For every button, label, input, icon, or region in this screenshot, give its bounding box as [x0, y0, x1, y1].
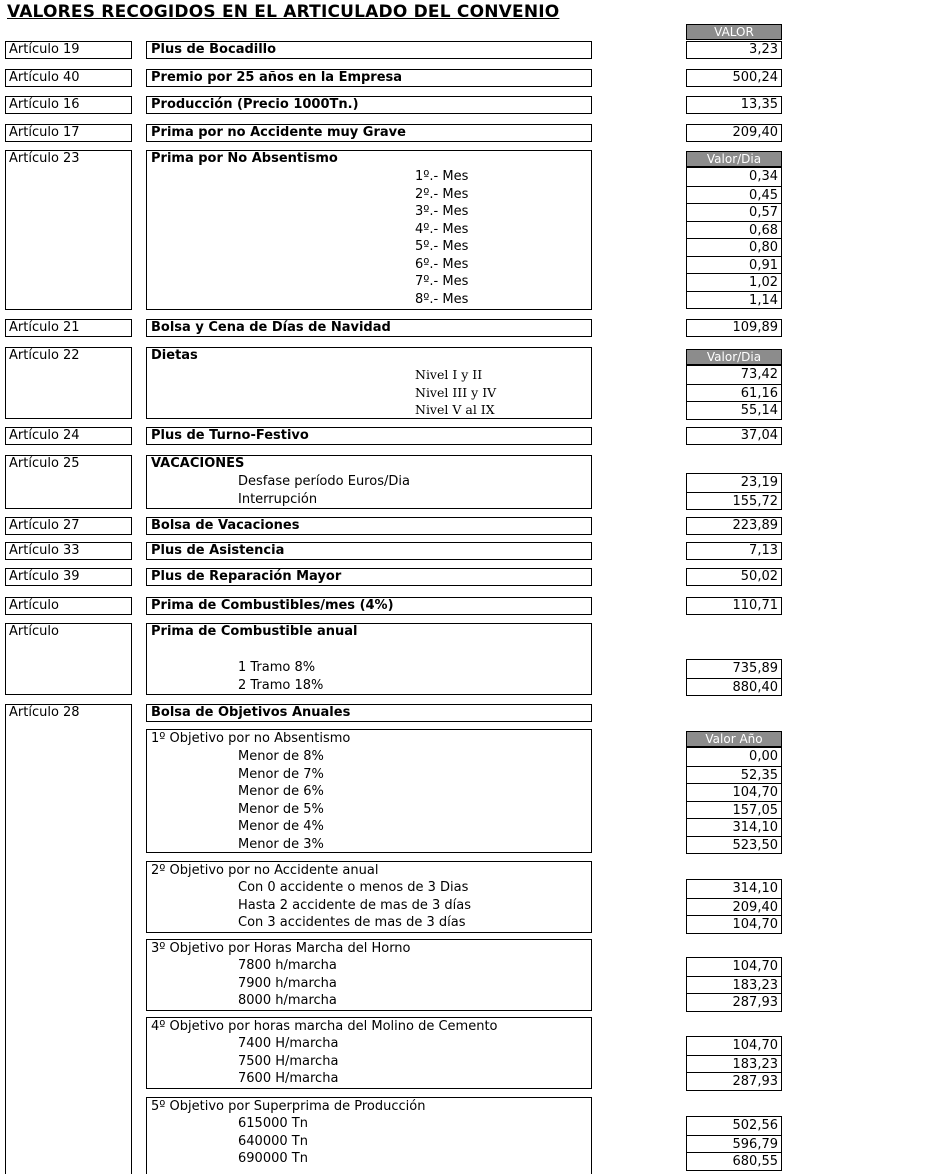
objective-label: 1º Objetivo por no Absentismo	[151, 731, 351, 746]
value-cell: 109,89	[686, 319, 782, 337]
concept-label	[146, 427, 592, 445]
value-stack	[686, 879, 782, 934]
article-label: Artículo 24	[5, 427, 132, 445]
item-label: 4º.- Mes	[415, 221, 469, 237]
concept-block	[146, 347, 592, 419]
item-label: Hasta 2 accidente de mas de 3 días	[238, 897, 472, 913]
concept-label	[146, 597, 592, 615]
concept-text: Prima por No Absentismo	[151, 151, 338, 166]
value-cell: 287,93	[687, 1072, 781, 1090]
item-label: 5º.- Mes	[415, 239, 469, 254]
article-label: Artículo 16	[5, 96, 132, 114]
value-cell: 55,14	[687, 401, 781, 419]
value-stack	[686, 167, 782, 309]
article-label: Artículo 33	[5, 542, 132, 560]
concept-label	[146, 124, 592, 142]
objective-block	[146, 1097, 592, 1174]
concept-label	[146, 704, 592, 722]
item-label: Desfase período Euros/Dia	[238, 474, 410, 489]
value-cell: 155,72	[687, 492, 781, 510]
concept-label	[146, 568, 592, 586]
concept-text: Plus de Reparación Mayor	[151, 569, 342, 584]
item-label: 2º.- Mes	[415, 186, 469, 202]
value-cell: 500,24	[686, 69, 782, 87]
concept-label	[146, 319, 592, 337]
article-label: Artículo 25	[5, 455, 132, 509]
objective-label: 3º Objetivo por Horas Marcha del Horno	[151, 941, 411, 956]
value-cell: 37,04	[686, 427, 782, 445]
item-label: Menor de 7%	[238, 766, 324, 782]
value-column-header: Valor/Dia	[686, 151, 782, 167]
value-cell: 880,40	[687, 678, 781, 696]
concept-block	[146, 150, 592, 310]
item-label: 1º.- Mes	[415, 169, 469, 184]
concept-text: Prima de Combustibles/mes (4%)	[151, 598, 394, 613]
item-label: 640000 Tn	[238, 1133, 308, 1149]
article-label: Artículo 17	[5, 124, 132, 142]
value-cell: 104,70	[732, 959, 778, 974]
item-label: Nivel III y IV	[415, 384, 497, 400]
article-label: Artículo 40	[5, 69, 132, 87]
objective-label: 5º Objetivo por Superprima de Producción	[151, 1099, 426, 1114]
item-label: 7900 h/marcha	[238, 975, 337, 991]
item-label: 2 Tramo 18%	[238, 677, 324, 693]
objective-block	[146, 1017, 592, 1089]
article-label: Artículo	[5, 623, 132, 695]
item-label: 615000 Tn	[238, 1116, 308, 1131]
value-cell: 223,89	[686, 517, 782, 535]
value-cell: 0,80	[687, 238, 781, 256]
value-cell: 61,16	[687, 384, 781, 402]
value-cell: 0,57	[687, 203, 781, 221]
concept-text: Plus de Bocadillo	[151, 42, 277, 57]
value-column-header: Valor Año	[686, 731, 782, 747]
item-label: Menor de 5%	[238, 801, 324, 817]
value-cell: 110,71	[686, 597, 782, 615]
item-label: Con 0 accidente o menos de 3 Dias	[238, 880, 469, 895]
item-label: 1 Tramo 8%	[238, 660, 316, 675]
item-label: 3º.- Mes	[415, 204, 469, 219]
value-cell: 104,70	[687, 783, 781, 801]
concept-text: Plus de Asistencia	[151, 543, 285, 558]
article-label: Artículo 23	[5, 150, 132, 310]
value-cell: 314,10	[732, 881, 778, 896]
value-cell: 183,23	[687, 976, 781, 994]
page-title: VALORES RECOGIDOS EN EL ARTICULADO DEL CONVENIO	[7, 2, 560, 22]
objective-label: 2º Objetivo por no Accidente anual	[151, 863, 379, 878]
concept-label	[146, 517, 592, 535]
item-label: Menor de 4%	[238, 819, 324, 834]
value-cell: 1,14	[687, 291, 781, 309]
concept-text: Bolsa y Cena de Días de Navidad	[151, 320, 391, 335]
value-cell: 183,23	[687, 1055, 781, 1073]
objective-block	[146, 939, 592, 1011]
item-label: 8000 h/marcha	[238, 993, 337, 1008]
article-label: Artículo	[5, 597, 132, 615]
value-cell: 523,50	[687, 836, 781, 854]
value-stack	[686, 1116, 782, 1171]
item-label: Interrupción	[238, 491, 318, 507]
article-label: Artículo 21	[5, 319, 132, 337]
value-cell: 7,13	[686, 542, 782, 560]
value-stack	[686, 473, 782, 510]
concept-label	[146, 96, 592, 114]
value-cell: 1,02	[687, 273, 781, 291]
value-cell: 596,79	[687, 1135, 781, 1153]
item-label: Con 3 accidentes de mas de 3 días	[238, 915, 466, 930]
value-cell: 3,23	[686, 41, 782, 59]
objective-label: 4º Objetivo por horas marcha del Molino de Cemento	[151, 1019, 498, 1034]
value-cell: 0,45	[687, 186, 781, 204]
concept-text: Plus de Turno-Festivo	[151, 428, 309, 443]
value-cell: 104,70	[732, 1038, 778, 1053]
value-stack	[686, 747, 782, 854]
item-label: Menor de 6%	[238, 784, 324, 799]
concept-text: Bolsa de Objetivos Anuales	[151, 705, 351, 720]
value-cell: 157,05	[687, 801, 781, 819]
concept-label	[146, 69, 592, 87]
item-label: Menor de 3%	[238, 836, 324, 852]
item-label: 7500 H/marcha	[238, 1053, 339, 1069]
value-cell: 0,68	[687, 221, 781, 239]
article-label: Artículo 39	[5, 568, 132, 586]
value-cell: 735,89	[732, 661, 778, 676]
concept-block	[146, 623, 592, 695]
concept-text: Bolsa de Vacaciones	[151, 518, 300, 533]
item-label: Nivel V al IX	[415, 402, 495, 417]
item-label: 7º.- Mes	[415, 274, 469, 289]
item-label: Menor de 8%	[238, 749, 324, 764]
value-cell: 50,02	[686, 568, 782, 586]
article-label: Artículo 22	[5, 347, 132, 419]
value-cell: 73,42	[740, 367, 778, 382]
value-cell: 23,19	[740, 475, 778, 490]
value-stack	[686, 365, 782, 420]
value-cell: 680,55	[687, 1152, 781, 1170]
value-cell: 502,56	[732, 1118, 778, 1133]
objective-block	[146, 729, 592, 853]
value-stack	[686, 957, 782, 1012]
value-column-header: VALOR	[686, 24, 782, 40]
concept-text: Prima de Combustible anual	[151, 624, 358, 639]
article-label: Artículo 27	[5, 517, 132, 535]
value-cell: 314,10	[687, 818, 781, 836]
concept-label	[146, 542, 592, 560]
article-label: Artículo 28	[5, 704, 132, 1174]
concept-text: Producción (Precio 1000Tn.)	[151, 97, 359, 112]
item-label: 7800 h/marcha	[238, 958, 337, 973]
value-cell: 0,34	[749, 169, 778, 184]
item-label: Nivel I y II	[415, 367, 483, 382]
item-label: 7400 H/marcha	[238, 1036, 339, 1051]
value-cell: 209,40	[687, 898, 781, 916]
value-column-header: Valor/Dia	[686, 349, 782, 365]
value-stack	[686, 659, 782, 696]
value-cell: 104,70	[687, 915, 781, 933]
concept-text: Dietas	[151, 348, 198, 363]
value-stack	[686, 1036, 782, 1091]
item-label: 6º.- Mes	[415, 256, 469, 272]
concept-text: VACACIONES	[151, 456, 245, 471]
item-label: 690000 Tn	[238, 1151, 308, 1166]
concept-label	[146, 41, 592, 59]
value-cell: 209,40	[686, 124, 782, 142]
article-label: Artículo 19	[5, 41, 132, 59]
value-cell: 0,00	[749, 749, 778, 764]
item-label: 7600 H/marcha	[238, 1071, 339, 1086]
concept-text: Premio por 25 años en la Empresa	[151, 70, 403, 85]
value-cell: 13,35	[686, 96, 782, 114]
value-cell: 0,91	[687, 256, 781, 274]
concept-text: Prima por no Accidente muy Grave	[151, 125, 406, 140]
item-label: 8º.- Mes	[415, 291, 469, 307]
value-cell: 52,35	[687, 766, 781, 784]
value-cell: 287,93	[687, 993, 781, 1011]
